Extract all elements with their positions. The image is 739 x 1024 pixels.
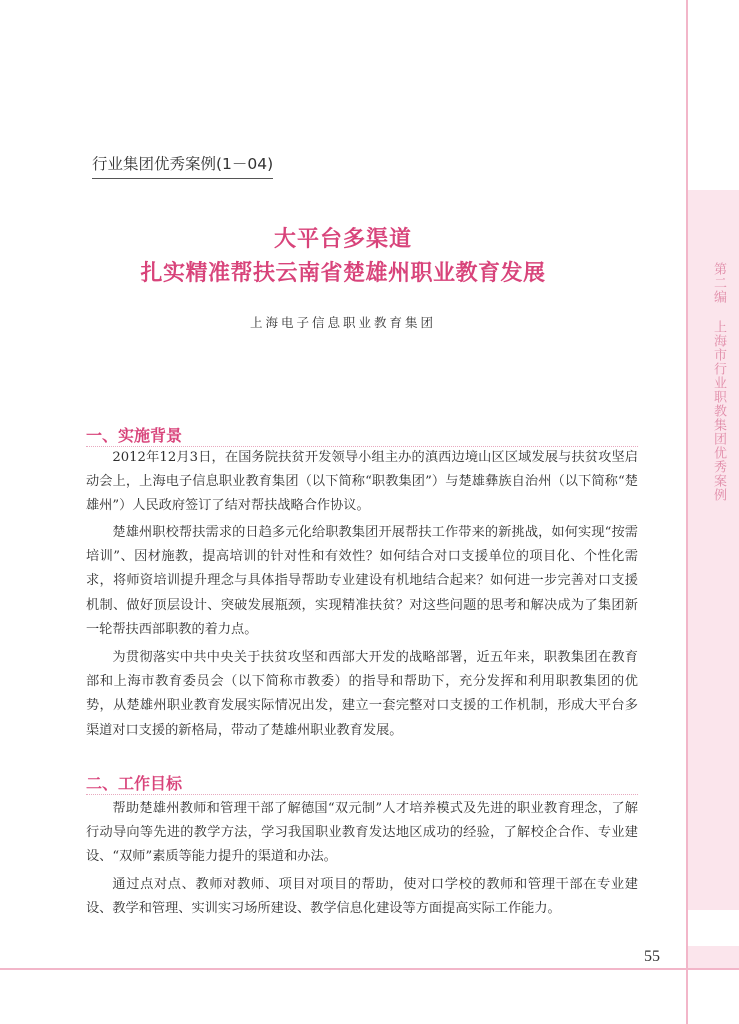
section-heading-background: 一、实施背景: [86, 426, 183, 445]
page-number-band: [688, 946, 739, 968]
paragraph: 帮助楚雄州教师和管理干部了解德国“双元制”人才培养模式及先进的职业教育理念，了解行动导向等先进的教学方法，学习我国职业教育发达地区成功的经验，了解校企合作、专业建设、“双师”素质等能力提升的渠道和办法。: [86, 801, 638, 865]
side-tab-label: 第二编 上海市行业职教集团优秀案例: [711, 262, 726, 502]
section-divider: [86, 794, 638, 795]
title-line-1: 大平台多渠道: [273, 226, 412, 252]
section-heading-goals: 二、工作目标: [86, 774, 183, 793]
author: 上海电子信息职业教育集团: [249, 315, 436, 330]
paragraph: 通过点对点、教师对教师、项目对项目的帮助，使对口学校的教师和管理干部在专业建设、教学和管理、实训实习场所建设、教学信息化建设等方面提高实际工作能力。: [86, 877, 638, 917]
paragraph: 楚雄州职校帮扶需求的日趋多元化给职教集团开展帮扶工作带来的新挑战，如何实现“按需培训”、因材施教，提高培训的针对性和有效性？如何结合对口支援单位的项目化、个性化需求，将师资培训提升理念与具体指导帮助专业建设有机地结合起来？如何进一步完善对口支援机制、做好顶层设计、突破发展瓶颈，实现精准扶贫？对这些问题的思考和解决成为了集团新一轮帮扶西部职教的着力点。: [86, 525, 638, 637]
paragraph: 2012年12月3日，在国务院扶贫开发领导小组主办的滇西边境山区区域发展与扶贫攻坚启动会上，上海电子信息职业教育集团（以下简称“职教集团”）与楚雄彝族自治州（以下简称“楚雄州”）人民政府签订了结对帮扶战略合作协议。: [86, 450, 638, 514]
paragraph: 为贯彻落实中共中央关于扶贫攻坚和西部大开发的战略部署，近五年来，职教集团在教育部和上海市教育委员会（以下简称市教委）的指导和帮助下，充分发挥和利用职教集团的优势，从楚雄州职业教育发展实际情况出发，建立一套完整对口支援的工作机制，形成大平台多渠道对口支援的新格局，带动了楚雄州职业教育发展。: [86, 650, 638, 738]
page-number: 55: [644, 948, 660, 965]
footer-line: [0, 968, 739, 970]
title-line-2: 扎实精准帮扶云南省楚雄州职业教育发展: [140, 260, 546, 286]
series-label: 行业集团优秀案例(1－04): [92, 152, 273, 179]
